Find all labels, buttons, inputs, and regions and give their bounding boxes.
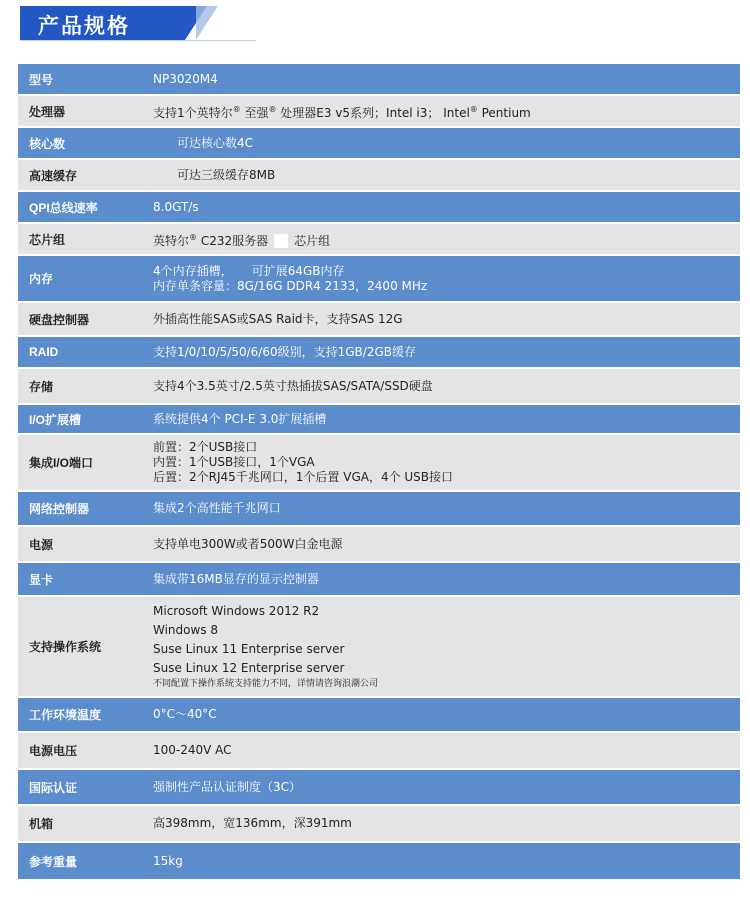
spec-value: 0°C～40°C	[153, 707, 217, 721]
spec-value: 集成带16MB显存的显示控制器	[153, 571, 319, 586]
spec-row-disk-controller	[18, 303, 740, 337]
spec-value: 100-240V AC	[153, 743, 232, 757]
spec-value: 8.0GT/s	[153, 199, 199, 214]
spec-label: 内存	[29, 272, 54, 286]
spec-row-memory	[18, 256, 740, 303]
header-underline	[20, 40, 256, 41]
spec-value: Microsoft Windows 2012 R2 Windows 8 Suse Linux 11 Enterprise server Suse Linux 12 Enterprise server 不同配置下操作系统支持能力不同，详情请咨询浪潮公司	[139, 597, 740, 696]
spec-value: 可达核心数4C	[177, 135, 254, 150]
spec-row-network	[18, 492, 740, 527]
spec-label: I/O扩展槽	[29, 412, 82, 427]
spec-value: NP3020M4	[153, 71, 218, 86]
header-tab-accent	[196, 6, 218, 40]
spec-row-voltage	[18, 733, 740, 770]
spec-label: 集成I/O端口	[29, 456, 94, 470]
spec-row-chipset	[18, 224, 740, 256]
spec-row-chassis	[18, 806, 740, 843]
spec-row-io-ports	[18, 435, 740, 492]
spec-label: 高速缓存	[29, 168, 78, 183]
spec-value: 可达三级缓存8MB	[177, 167, 276, 182]
spec-value: 15kg	[153, 853, 183, 868]
spec-value: 系统提供4个 PCI-E 3.0扩展插槽	[153, 411, 327, 426]
spec-label: 电源	[29, 537, 54, 552]
section-header	[20, 6, 256, 40]
spec-label: 网络控制器	[29, 502, 90, 516]
spec-label: 电源电压	[29, 744, 78, 758]
spec-row-power	[18, 527, 740, 563]
spec-label: RAID	[29, 345, 59, 359]
spec-row-weight	[18, 843, 740, 881]
spec-value: 支持1/0/10/5/50/6/60级别，支持1GB/2GB缓存	[153, 344, 416, 359]
spec-label: 参考重量	[29, 854, 78, 869]
spec-value: 支持1个英特尔® 至强® 处理器E3 v5系列；Intel i3； Intel® Pentium	[153, 104, 531, 120]
spec-label: 支持操作系统	[29, 640, 102, 654]
spec-row-graphics	[18, 563, 740, 597]
page-title: 产品规格	[38, 14, 130, 38]
spec-value: 强制性产品认证制度（3C）	[153, 779, 302, 794]
spec-row-certification	[18, 770, 740, 806]
spec-row-raid	[18, 337, 740, 369]
spec-label: 型号	[29, 72, 54, 87]
spec-row-cores	[18, 128, 740, 160]
spec-label: 芯片组	[29, 232, 66, 247]
spec-label: QPI总线速率	[29, 200, 98, 215]
spec-value: 英特尔® C232服务器 芯片组	[153, 232, 331, 248]
spec-value: 支持单电300W或者500W白金电源	[153, 536, 343, 551]
spec-label: 处理器	[29, 104, 66, 119]
spec-value: 外插高性能SAS或SAS Raid卡，支持SAS 12G	[153, 311, 403, 326]
spec-label: 国际认证	[29, 780, 78, 795]
spec-label: 显卡	[29, 572, 54, 587]
spec-row-cache	[18, 160, 740, 192]
spec-row-os	[18, 597, 740, 698]
spec-label: 硬盘控制器	[29, 312, 90, 327]
spec-label: 核心数	[29, 136, 66, 151]
spec-row-qpi	[18, 192, 740, 224]
spec-value: 高398mm，宽136mm，深391mm	[153, 816, 352, 830]
spec-value: 集成2个高性能千兆网口	[153, 501, 281, 515]
spec-row-storage	[18, 369, 740, 405]
spec-value: 支持4个3.5英寸/2.5英寸热插拔SAS/SATA/SSD硬盘	[153, 378, 433, 393]
spec-value: 前置：2个USB接口 内置：1个USB接口，1个VGA 后置：2个RJ45千兆网口，1个后置 VGA，4个 USB接口	[153, 440, 454, 484]
os-note: 不同配置下操作系统支持能力不同，详情请咨询浪潮公司	[153, 679, 379, 689]
spec-table	[18, 64, 740, 881]
spec-label: 机箱	[29, 817, 54, 831]
spec-row-processor	[18, 96, 740, 128]
spec-value: 4个内存插槽， 可扩展64GB内存 内存单条容量：8G/16G DDR4 2133，2400 MHz	[153, 263, 428, 293]
spec-row-io-slots	[18, 405, 740, 435]
spec-row-model	[18, 64, 740, 96]
spec-row-temperature	[18, 698, 740, 733]
spec-label: 存储	[29, 379, 54, 394]
spec-label: 工作环境温度	[29, 708, 102, 722]
